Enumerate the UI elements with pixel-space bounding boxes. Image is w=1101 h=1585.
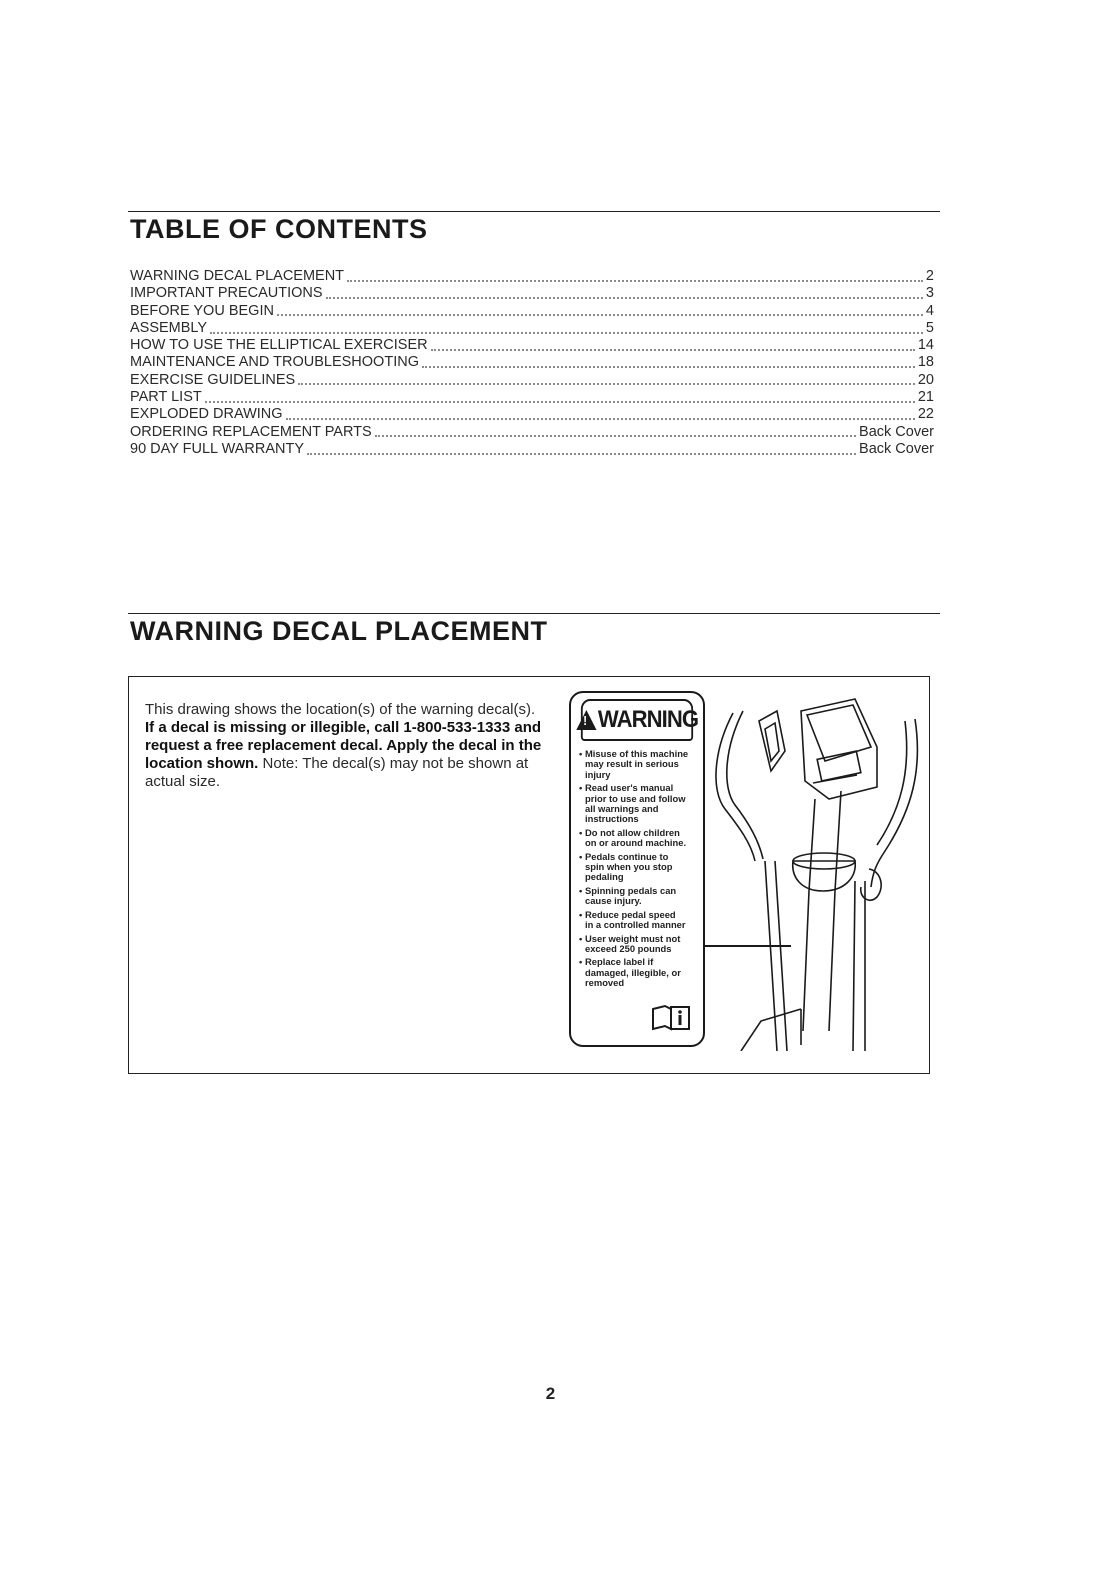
warning-decal-item: • Do not allow children on or around machine.	[579, 828, 703, 849]
toc-entry-title: EXPLODED DRAWING	[130, 406, 283, 423]
toc-entry	[130, 337, 934, 354]
toc-entry	[130, 424, 934, 441]
toc-dot-leader	[375, 435, 856, 437]
decal-bold-text: If a decal is missing or illegible, call 1-800-533-1333 and request a free replacement decal. Apply the decal in the location shown.	[145, 719, 542, 772]
toc-entry-page: 22	[917, 406, 934, 423]
toc-entry-page: 21	[917, 389, 934, 406]
toc-entry-title: WARNING DECAL PLACEMENT	[130, 268, 345, 284]
toc-dot-leader	[307, 453, 856, 455]
warning-decal-item: • Misuse of this machine may result in serious injury	[579, 749, 703, 780]
toc-entry-title: EXERCISE GUIDELINES	[130, 371, 296, 388]
warning-top-rule	[128, 613, 940, 614]
manual-info-icon	[651, 1003, 691, 1031]
toc-heading: TABLE OF CONTENTS	[130, 214, 428, 244]
toc-entry	[130, 268, 934, 285]
toc-entry-page: Back Cover	[859, 423, 934, 440]
decal-instructions	[145, 701, 545, 791]
toc-entry-title: PART LIST	[130, 389, 202, 406]
toc-entry-title: IMPORTANT PRECAUTIONS	[130, 285, 323, 302]
toc-entry-page: 5	[925, 319, 934, 336]
toc-entry	[130, 354, 934, 371]
decal-note-text: Note: The decal(s) may not be shown at actual size.	[145, 755, 529, 790]
warning-decal-item: • Spinning pedals can cause injury.	[579, 886, 703, 907]
toc-dot-leader	[286, 418, 915, 420]
warning-decal-item: • Replace label if damaged, illegible, or removed	[579, 957, 703, 988]
toc-entry-page: 20	[917, 371, 934, 388]
warning-decal-item: • Reduce pedal speed in a controlled manner	[579, 910, 703, 931]
toc-entry-page: 18	[917, 354, 934, 371]
toc-entry-page: 14	[917, 337, 934, 354]
warning-decal-item: • Read user's manual prior to use and follow all warnings and instructions	[579, 783, 703, 825]
toc-entry	[130, 406, 934, 423]
toc-entry-page: 4	[925, 302, 934, 319]
toc-dot-leader	[347, 280, 923, 282]
toc-entry-title: MAINTENANCE AND TROUBLESHOOTING	[130, 354, 419, 371]
toc-entry-page: 2	[925, 268, 934, 284]
toc-dot-leader	[431, 349, 915, 351]
toc-top-rule	[128, 211, 940, 212]
toc-entry	[130, 285, 934, 302]
toc-entry-page: 3	[925, 285, 934, 302]
page-number: 2	[545, 1384, 556, 1403]
toc-entry	[130, 303, 934, 320]
toc-entry-title: BEFORE YOU BEGIN	[130, 302, 274, 319]
warning-decal	[569, 691, 705, 1047]
toc-entry-title: HOW TO USE THE ELLIPTICAL EXERCISER	[130, 337, 428, 354]
toc-entry-title: ORDERING REPLACEMENT PARTS	[130, 423, 372, 440]
decal-placement-box	[128, 676, 930, 1074]
toc-dot-leader	[205, 401, 915, 403]
toc-dot-leader	[277, 314, 923, 316]
warning-decal-list	[579, 749, 703, 989]
warning-heading: WARNING DECAL PLACEMENT	[130, 616, 548, 646]
warning-decal-item: • Pedals continue to spin when you stop pedaling	[579, 852, 703, 883]
toc-dot-leader	[422, 366, 915, 368]
warning-decal-title: WARNING	[597, 706, 699, 733]
warning-triangle-icon	[576, 710, 596, 730]
elliptical-machine-drawing	[705, 691, 925, 1051]
toc-entry	[130, 320, 934, 337]
toc-dot-leader	[326, 297, 923, 299]
toc-entry	[130, 441, 934, 458]
toc-entry	[130, 389, 934, 406]
toc-entry-title: 90 DAY FULL WARRANTY	[130, 440, 305, 457]
table-of-contents	[130, 268, 934, 458]
toc-dot-leader	[210, 332, 923, 334]
warning-decal-heading	[581, 699, 699, 741]
toc-entry	[130, 372, 934, 389]
decal-intro-text: This drawing shows the location(s) of the warning decal(s).	[145, 701, 536, 718]
toc-dot-leader	[298, 383, 915, 385]
warning-decal-item: • User weight must not exceed 250 pounds	[579, 934, 703, 955]
toc-entry-title: ASSEMBLY	[130, 319, 208, 336]
toc-entry-page: Back Cover	[859, 440, 934, 457]
